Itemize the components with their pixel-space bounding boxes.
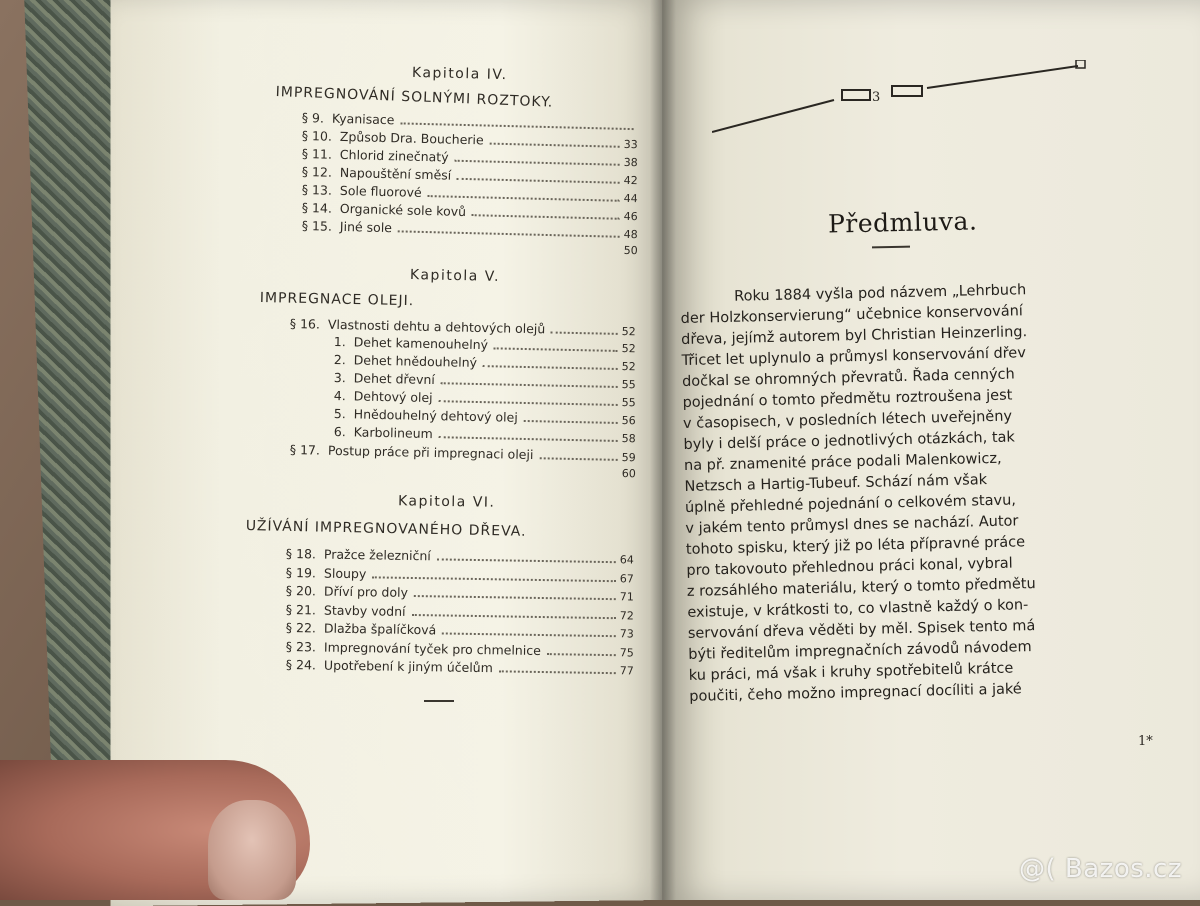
leader-dots (414, 595, 616, 600)
body-line: býti ředitelům impregnačních závodů návodem (688, 639, 1032, 663)
entry-label: Dehet hnědouhelný (353, 352, 478, 370)
entry-page: 75 (619, 645, 634, 659)
leader-dots (372, 576, 616, 582)
body-line: z rozsáhlého materiálu, který o tomto předmětu (686, 576, 1036, 600)
entry-page: 52 (621, 324, 636, 339)
leader-dots (439, 436, 618, 442)
entry-page: 52 (621, 342, 636, 356)
entry-page: 60 (621, 466, 636, 481)
chapter-heading: Kapitola V. (409, 267, 501, 285)
leader-dots (457, 178, 620, 184)
entry-label: Dehet dřevní (353, 370, 436, 388)
entry-page: 33 (623, 137, 638, 152)
page-number: 3 (872, 90, 881, 105)
entry-number: § 16. (289, 316, 321, 332)
entry-page: 48 (623, 227, 638, 242)
chapter-title: IMPREGNACE OLEJI. (259, 290, 415, 310)
body-line: byly i delší práce o jednotlivých otázkách, tak (683, 429, 1016, 453)
leader-dots (547, 653, 616, 656)
entry-page: 55 (621, 396, 636, 410)
entry-page: 58 (621, 432, 636, 446)
entry-number: § 19. (285, 564, 317, 580)
entry-number: 1. (333, 334, 346, 350)
entry-label: Pražce železniční (323, 546, 431, 564)
chapter-title: UŽÍVÁNÍ IMPREGNOVANÉHO DŘEVA. (245, 518, 527, 540)
entry-label: Dehtový olej (353, 388, 433, 406)
entry-page: 56 (621, 414, 636, 428)
body-line: der Holzkonservierung“ učebnice konservování (680, 303, 1024, 327)
leader-dots (442, 632, 616, 637)
body-line: úplně přehledné pojednání o celkovém stavu, (684, 492, 1017, 516)
entry-label: Způsob Dra. Boucherie (339, 128, 484, 148)
entry-page: 71 (619, 590, 634, 604)
entry-label: Stavby vodní (323, 602, 406, 619)
book-gutter (650, 0, 676, 900)
leader-dots (472, 214, 620, 220)
entry-number: 3. (333, 370, 346, 386)
preface-title: Předmluva. (827, 206, 978, 239)
body-line: tohoto spisku, který již po léta přípravné práce (685, 534, 1026, 558)
body-line: poučiti, čeho možno impregnací docíliti a jaké (689, 681, 1022, 705)
entry-label: Postup práce při impregnaci oleji (327, 442, 534, 463)
entry-page: 50 (623, 243, 638, 258)
entry-page: 38 (623, 155, 638, 170)
body-line: Třicet let uplynulo a průmysl konservování dřev (681, 345, 1027, 369)
page-header-ornament (712, 60, 1092, 140)
leader-dots (428, 195, 620, 202)
entry-label: Sloupy (323, 565, 367, 581)
entry-label: Hnědouhelný dehtový olej (353, 406, 518, 425)
chapter-heading: Kapitola IV. (411, 64, 508, 84)
body-line: pojednání o tomto předmětu roztroušena jest (682, 387, 1013, 411)
entry-label: Impregnování tyček pro chmelnice (323, 639, 541, 658)
entry-label: Napouštění směsí (339, 164, 452, 183)
entry-page: 73 (619, 627, 634, 641)
leader-dots (499, 670, 616, 674)
entry-number: § 18. (285, 546, 317, 562)
leader-dots (490, 143, 620, 148)
entry-number: § 22. (285, 620, 317, 636)
leader-dots (494, 347, 618, 352)
leader-dots (441, 382, 618, 388)
body-line: Roku 1884 vyšla pod názvem „Lehrbuch (734, 282, 1027, 305)
entry-number: § 17. (289, 442, 321, 458)
entry-page: 46 (623, 209, 638, 224)
end-rule (424, 700, 454, 702)
preface-body (680, 277, 1159, 708)
body-line: existuje, v krátkosti to, co vlastně každý o kon- (687, 597, 1029, 621)
entry-number: § 11. (301, 146, 333, 162)
body-line: dočkal se ohromných převratů. Řada cenných (681, 366, 1015, 390)
body-line: ku práci, má však i kruhy spotřebitelů krátce (688, 660, 1014, 684)
body-line: dřeva, jejímž autorem byl Christian Heinzerling. (680, 324, 1028, 348)
body-line: servování dřeva věděti by měl. Spisek tento má (687, 618, 1036, 642)
entry-number: 6. (333, 424, 346, 440)
entry-page: 42 (623, 173, 638, 188)
leader-dots (483, 365, 618, 370)
leader-dots (524, 420, 618, 424)
entry-page: 59 (621, 450, 636, 465)
entry-number: 2. (333, 352, 346, 368)
body-line: Netzsch a Hartig-Tubeuf. Schází nám však (684, 472, 988, 495)
entry-label: Dehet kamenouhelný (353, 334, 489, 353)
entry-label: Jiné sole (339, 218, 393, 236)
chapter-title: IMPREGNOVÁNÍ SOLNÝMI ROZTOKY. (275, 84, 554, 111)
chapter-heading: Kapitola VI. (397, 493, 496, 511)
entry-page: 52 (621, 360, 636, 374)
watermark: @( Bazos.cz (1019, 854, 1182, 884)
leader-dots (551, 331, 618, 334)
leader-dots (539, 457, 617, 461)
body-line: na př. znamenité práce podali Malenkowicz, (683, 450, 1002, 474)
entry-page: 44 (623, 191, 638, 206)
entry-page: 64 (619, 553, 634, 567)
entry-label: Upotřebení k jiným účelům (323, 657, 493, 676)
entry-label: Organické sole kovů (339, 200, 467, 220)
entry-number: § 12. (301, 164, 333, 180)
entry-number: § 24. (285, 657, 317, 673)
entry-number: § 15. (301, 218, 333, 234)
entry-label: Kyanisace (331, 110, 395, 128)
entry-page: 55 (621, 378, 636, 392)
entry-number: 5. (333, 406, 346, 422)
body-line: pro takovouto přehlednou práci konal, vybral (686, 555, 1013, 579)
entry-page: 72 (619, 608, 634, 622)
entry-page: 77 (619, 664, 634, 678)
body-line: v jakém tento průmysl dnes se nachází. Autor (685, 513, 1019, 537)
leader-dots (454, 160, 619, 166)
entry-number: § 13. (301, 182, 333, 198)
entry-label: Chlorid zinečnatý (339, 146, 449, 165)
entry-label: Dlažba špalíčková (323, 620, 437, 638)
entry-number: § 10. (301, 128, 333, 144)
entry-number: § 14. (301, 200, 333, 216)
thumbnail (208, 800, 296, 900)
entry-number: § 23. (285, 638, 317, 654)
entry-number: § 21. (285, 601, 317, 617)
entry-page: 67 (619, 571, 634, 585)
entry-number: 4. (333, 388, 346, 404)
entry-number: § 20. (285, 583, 317, 599)
entry-number: § 9. (301, 110, 325, 126)
leader-dots (437, 558, 616, 563)
leader-dots (411, 613, 615, 618)
body-line: v časopisech, v posledních létech uveřejněny (682, 408, 1013, 432)
entry-label: Vlastnosti dehtu a dehtových olejů (327, 316, 546, 337)
entry-label: Dříví pro doly (323, 583, 409, 600)
leader-dots (439, 400, 618, 406)
entry-label: Sole fluorové (339, 182, 422, 200)
entry-label: Karbolineum (353, 424, 433, 442)
footnote-mark: 1* (1138, 734, 1153, 749)
